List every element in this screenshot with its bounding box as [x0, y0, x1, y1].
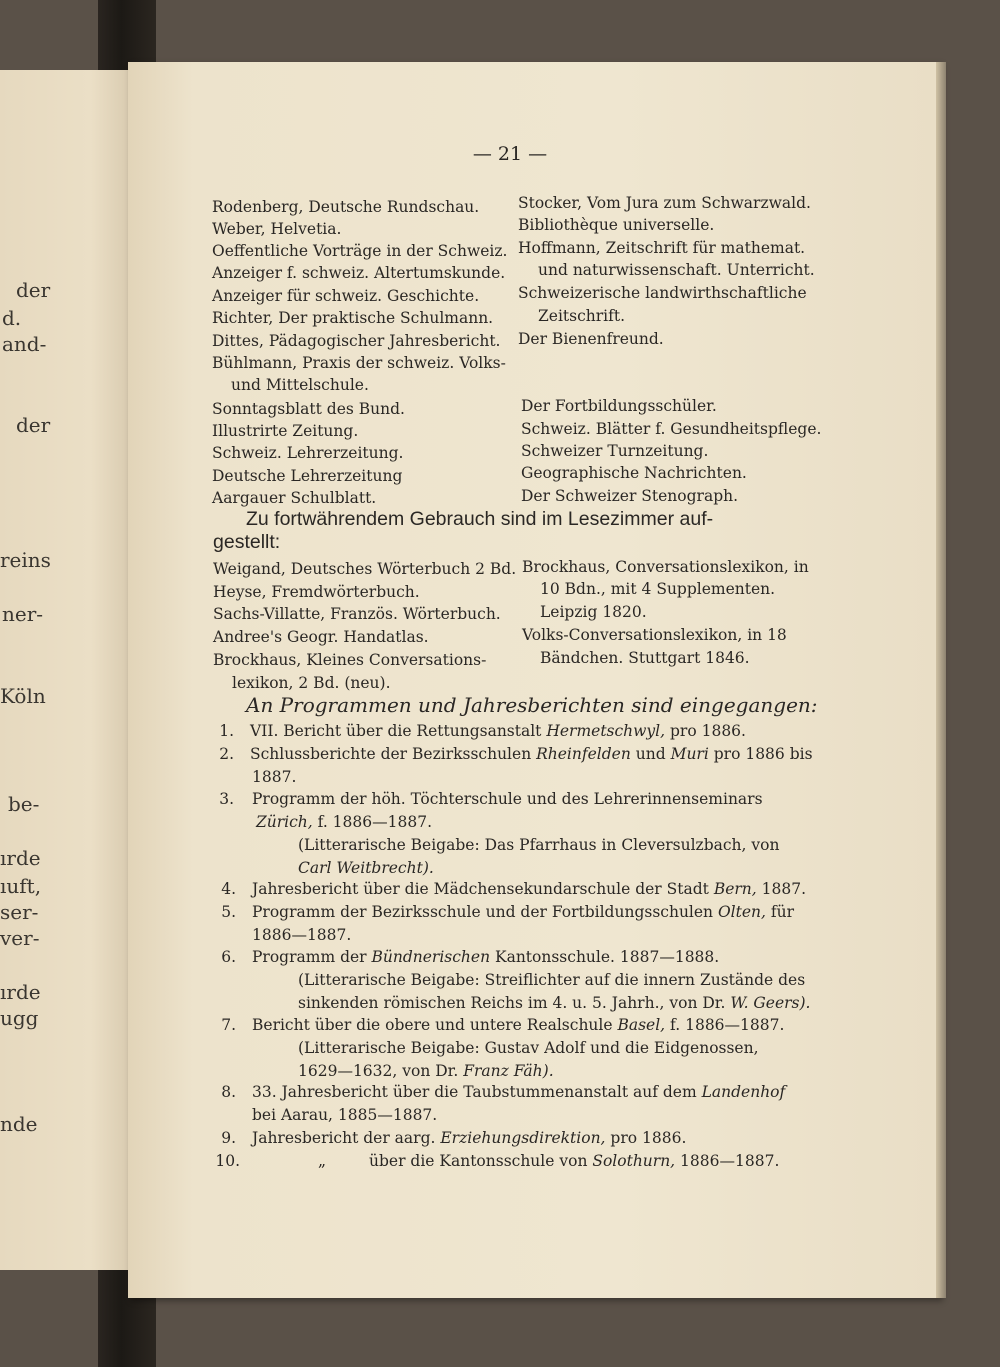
list-item: Brockhaus, Conversationslexikon, in: [522, 558, 809, 576]
item-number: 9.: [221, 1129, 236, 1147]
list-item: Brockhaus, Kleines Conversations-: [213, 651, 487, 669]
list-item: Schweizerische landwirthschaftliche: [518, 284, 807, 302]
page-number: — 21 —: [472, 143, 548, 165]
left-page-fragment: be-: [8, 792, 40, 816]
list-item: über die Kantonsschule von Solothurn, 1886—1887.: [369, 1152, 780, 1170]
list-item: lexikon, 2 Bd. (neu).: [232, 674, 391, 692]
list-item: 10 Bdn., mit 4 Supplementen.: [540, 580, 776, 598]
list-item: Bericht über die obere und untere Realschule Basel, f. 1886—1887.: [252, 1016, 785, 1034]
list-item: Schweiz. Blätter f. Gesundheitspflege.: [521, 420, 822, 438]
list-item: Andree's Geogr. Handatlas.: [213, 628, 429, 646]
list-item-continuation: (Litterarische Beigabe: Streiflichter auf die innern Zustände des: [298, 971, 806, 989]
list-item: Weigand, Deutsches Wörterbuch 2 Bd.: [213, 560, 517, 578]
list-item-continuation: 1886—1887.: [252, 926, 352, 944]
left-page-fragment: nde: [0, 1112, 38, 1136]
left-page-fragment: d.: [2, 306, 22, 330]
list-item: Der Bienenfreund.: [518, 330, 664, 348]
list-item-continuation: Zürich, f. 1886—1887.: [256, 813, 433, 831]
list-item-continuation: sinkenden römischen Reichs im 4. u. 5. Jahrh., von Dr. W. Geers).: [298, 994, 811, 1012]
list-item: Deutsche Lehrerzeitung: [212, 467, 403, 485]
left-page-fragment: Köln: [0, 684, 46, 708]
left-page-fragment: der: [16, 413, 51, 437]
item-number: 7.: [221, 1016, 236, 1034]
list-item: Sonntagsblatt des Bund.: [212, 400, 405, 418]
list-item: Bühlmann, Praxis der schweiz. Volks-: [212, 354, 506, 372]
item-number: 8.: [221, 1083, 236, 1101]
list-item: Stocker, Vom Jura zum Schwarzwald.: [518, 194, 811, 212]
item-number: 1.: [219, 722, 234, 740]
left-page-fragment: ırde: [0, 980, 41, 1004]
list-item: und Mittelschule.: [231, 376, 369, 394]
list-item: Programm der Bündnerischen Kantonsschule. 1887—1888.: [252, 948, 720, 966]
list-item-continuation: 1887.: [252, 768, 297, 786]
item-number: 10.: [215, 1152, 240, 1170]
list-item: Rodenberg, Deutsche Rundschau.: [212, 198, 480, 216]
section-heading-programs: An Programmen und Jahresberichten sind eingegangen:: [246, 693, 818, 717]
page-edge: [936, 62, 946, 1298]
list-item: Programm der Bezirksschule und der Fortbildungsschulen Olten, für: [252, 903, 795, 921]
left-page-fragment: ner-: [2, 602, 44, 626]
list-item: Sachs-Villatte, Französ. Wörterbuch.: [213, 605, 501, 623]
ditto-mark: „: [318, 1152, 327, 1170]
left-page-fragment: reins: [0, 548, 51, 572]
list-item: Schweiz. Lehrerzeitung.: [212, 444, 404, 462]
list-item: Jahresbericht der aarg. Erziehungsdirektion, pro 1886.: [252, 1129, 687, 1147]
list-item: VII. Bericht über die Rettungsanstalt Hermetschwyl, pro 1886.: [250, 722, 746, 740]
left-page: [0, 70, 130, 1270]
list-item-continuation: Carl Weitbrecht).: [298, 859, 434, 877]
item-number: 4.: [221, 880, 236, 898]
list-item: Dittes, Pädagogischer Jahresbericht.: [212, 332, 501, 350]
list-item: Geographische Nachrichten.: [521, 464, 747, 482]
item-number: 2.: [219, 745, 234, 763]
list-item: Anzeiger für schweiz. Geschichte.: [212, 287, 480, 305]
list-item: Weber, Helvetia.: [212, 220, 342, 238]
list-item: Der Fortbildungsschüler.: [521, 397, 717, 415]
list-item: Bibliothèque universelle.: [518, 216, 715, 234]
list-item: 33. Jahresbericht über die Taubstummenanstalt auf dem Landenhof: [252, 1083, 786, 1101]
list-item: Schlussberichte der Bezirksschulen Rheinfelden und Muri pro 1886 bis: [250, 745, 813, 763]
list-item: Richter, Der praktische Schulmann.: [212, 309, 494, 327]
list-item: Jahresbericht über die Mädchensekundarschule der Stadt Bern, 1887.: [252, 880, 807, 898]
list-item: Hoffmann, Zeitschrift für mathemat.: [518, 239, 806, 257]
list-item: Volks-Conversationslexikon, in 18: [522, 626, 787, 644]
list-item-continuation: (Litterarische Beigabe: Das Pfarrhaus in Cleversulzbach, von: [298, 836, 780, 854]
left-page-fragment: and-: [2, 332, 47, 356]
left-page-fragment: ser-: [0, 900, 39, 924]
list-item-continuation: bei Aarau, 1885—1887.: [252, 1106, 438, 1124]
item-number: 5.: [221, 903, 236, 921]
list-item: Anzeiger f. schweiz. Altertumskunde.: [212, 264, 506, 282]
item-number: 6.: [221, 948, 236, 966]
left-page-fragment: ıuft,: [0, 874, 42, 898]
list-item: Heyse, Fremdwörterbuch.: [213, 583, 420, 601]
list-item: Oeffentliche Vorträge in der Schweiz.: [212, 242, 508, 260]
list-item: Programm der höh. Töchterschule und des Lehrerinnenseminars: [252, 790, 763, 808]
left-page-fragment: ırde: [0, 846, 41, 870]
section-heading-reading-room-cont: gestellt:: [213, 531, 281, 553]
item-number: 3.: [219, 790, 234, 808]
left-page-fragment: der: [16, 278, 51, 302]
left-page-fragment: ugg: [0, 1006, 39, 1030]
section-heading-reading-room: Zu fortwährendem Gebrauch sind im Lesezimmer auf-: [246, 508, 714, 530]
list-item-continuation: (Litterarische Beigabe: Gustav Adolf und die Eidgenossen,: [298, 1039, 759, 1057]
list-item: Aargauer Schulblatt.: [212, 489, 377, 507]
list-item: Zeitschrift.: [538, 307, 626, 325]
list-item: Der Schweizer Stenograph.: [521, 487, 739, 505]
list-item: Illustrirte Zeitung.: [212, 422, 359, 440]
list-item: Leipzig 1820.: [540, 603, 647, 621]
list-item-continuation: 1629—1632, von Dr. Franz Fäh).: [298, 1062, 554, 1080]
list-item: und naturwissenschaft. Unterricht.: [538, 261, 815, 279]
left-page-fragment: ver-: [0, 926, 40, 950]
list-item: Schweizer Turnzeitung.: [521, 442, 709, 460]
list-item: Bändchen. Stuttgart 1846.: [540, 649, 750, 667]
